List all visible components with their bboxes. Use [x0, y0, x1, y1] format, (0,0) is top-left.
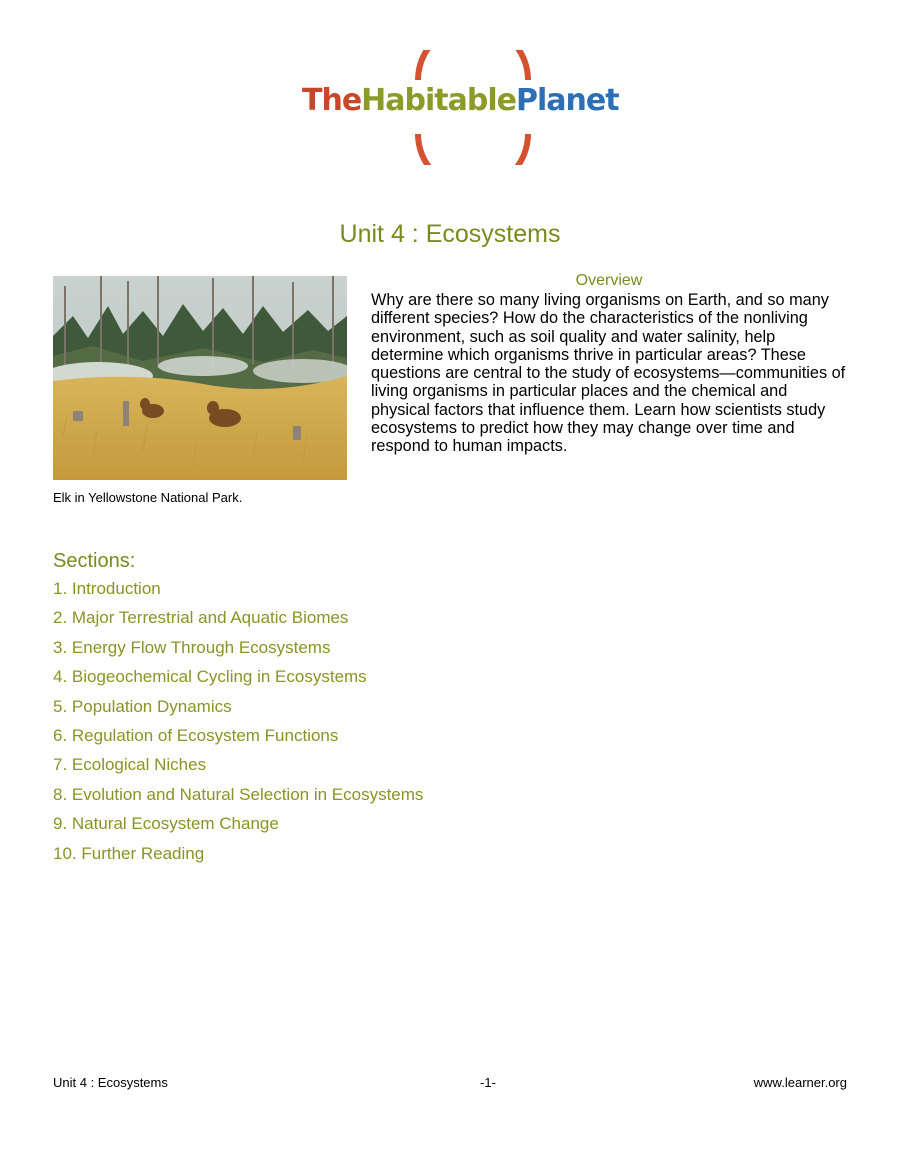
sections-heading: Sections: [53, 550, 136, 572]
logo [300, 50, 619, 165]
page-title: Unit 4 : Ecosystems [339, 220, 561, 248]
section-link-biomes[interactable]: 2. Major Terrestrial and Aquatic Biomes [53, 608, 349, 628]
logo-word-habitable: Habitable [361, 83, 516, 118]
logo-wordmark [302, 83, 619, 118]
logo-word-the: The [302, 83, 362, 118]
section-link-population-dynamics[interactable]: 5. Population Dynamics [53, 696, 232, 716]
sections-list [53, 578, 423, 872]
footer-unit-title: Unit 4 : Ecosystems [53, 1075, 168, 1090]
section-link-ecological-niches[interactable]: 7. Ecological Niches [53, 755, 207, 775]
overview-body: Why are there so many living organisms on Earth, and so many different species? How do the characteristics of the nonliving environment, such as soil quality and water salinity, help determine which organisms thrive in particular areas? These questions are central to the study of ecosystems—communities of living organisms in particular places and the chemical and physical factors that influence them. Learn how scientists study ecosystems to predict how they may change over time and respond to human impacts. [371, 291, 846, 456]
footer-website: www.learner.org [753, 1075, 847, 1090]
section-link-further-reading[interactable]: 10. Further Reading [53, 843, 205, 863]
footer-page-number: -1- [480, 1075, 496, 1090]
section-link-biogeochemical-cycling[interactable]: 4. Biogeochemical Cycling in Ecosystems [53, 667, 367, 687]
section-link-regulation[interactable]: 6. Regulation of Ecosystem Functions [53, 725, 339, 745]
photo-caption: Elk in Yellowstone National Park. [53, 490, 243, 505]
overview-heading: Overview [575, 272, 643, 289]
section-link-introduction[interactable]: 1. Introduction [53, 579, 161, 598]
section-link-evolution[interactable]: 8. Evolution and Natural Selection in Ecosystems [53, 784, 424, 804]
section-link-energy-flow[interactable]: 3. Energy Flow Through Ecosystems [53, 637, 331, 657]
section-link-natural-change[interactable]: 9. Natural Ecosystem Change [53, 814, 279, 834]
elk-photo [53, 276, 347, 480]
logo-word-planet: Planet [515, 83, 619, 118]
